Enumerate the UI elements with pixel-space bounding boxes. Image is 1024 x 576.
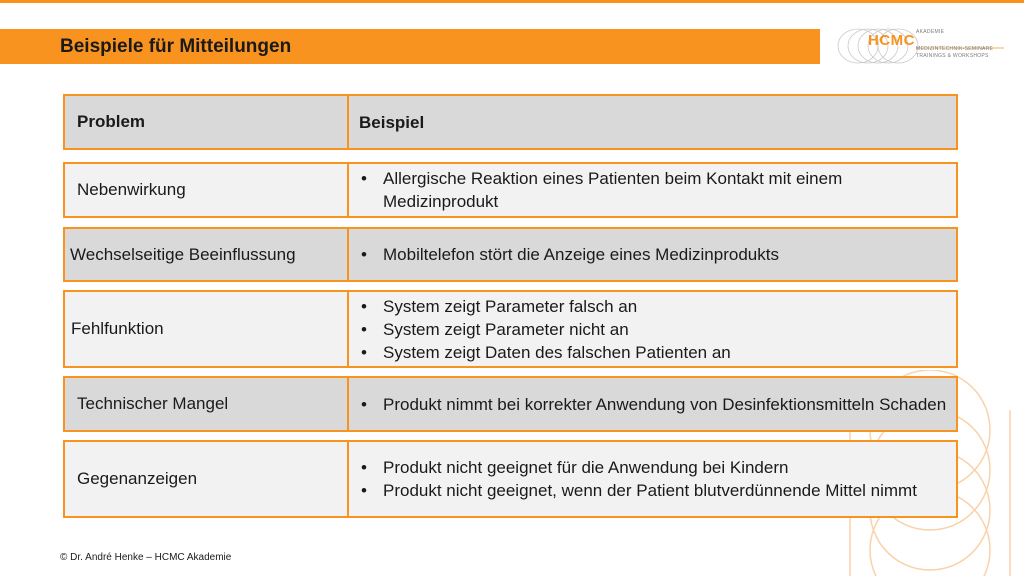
example-item: • Mobiltelefon stört die Anzeige eines Medizinprodukts xyxy=(361,245,779,264)
problem-cell: Technischer Mangel xyxy=(65,378,349,430)
example-cell xyxy=(349,164,956,216)
problem-cell: Fehlfunktion xyxy=(65,292,349,366)
example-cell xyxy=(349,378,956,430)
bullet-icon: • xyxy=(361,319,367,339)
logo-subtitle-trainings: TRAININGS & WORKSHOPS xyxy=(916,53,989,59)
example-item: • Produkt nimmt bei korrekter Anwendung von Desinfektionsmitteln Schaden xyxy=(361,394,947,414)
problem-cell: Gegenanzeigen xyxy=(65,442,349,516)
bullet-icon: • xyxy=(361,169,367,188)
top-accent-rule xyxy=(0,0,1024,3)
example-cell xyxy=(349,292,956,366)
table-header-row xyxy=(63,94,958,150)
table-row xyxy=(63,290,958,368)
example-item: • Allergische Reaktion eines Patienten beim Kontakt mit einem Medizinprodukt xyxy=(361,169,843,211)
example-cell xyxy=(349,229,956,280)
table-row xyxy=(63,376,958,432)
example-cell xyxy=(349,442,956,516)
table-row xyxy=(63,162,958,218)
table-row xyxy=(63,440,958,518)
table-row xyxy=(63,227,958,282)
problem-cell: Wechselseitige Beeinflussung xyxy=(65,229,349,280)
example-item: • System zeigt Daten des falschen Patienten an xyxy=(361,342,731,362)
footer-copyright: © Dr. André Henke – HCMC Akademie xyxy=(60,552,232,563)
example-item: • Produkt nicht geeignet, wenn der Patient blutverdünnende Mittel nimmt xyxy=(361,481,917,500)
header-example: Beispiel xyxy=(359,112,425,132)
bullet-icon: • xyxy=(361,245,367,264)
bullet-icon: • xyxy=(361,481,367,500)
bullet-icon: • xyxy=(361,342,367,362)
bullet-icon: • xyxy=(361,458,367,477)
logo-subtitle-seminare: MEDIZINTECHNIK-SEMINARE xyxy=(916,46,994,52)
bullet-icon: • xyxy=(361,296,367,316)
problem-cell: Nebenwirkung xyxy=(65,164,349,216)
example-item: • System zeigt Parameter falsch an xyxy=(361,296,638,316)
header-problem: Problem xyxy=(65,96,349,148)
example-item: • Produkt nicht geeignet für die Anwendung bei Kindern xyxy=(361,458,789,477)
logo-subtitle-akademie: AKADEMIE xyxy=(916,29,945,35)
example-item: • System zeigt Parameter nicht an xyxy=(361,319,629,339)
slide-title: Beispiele für Mitteilungen xyxy=(60,36,292,57)
bullet-icon: • xyxy=(361,394,367,414)
logo-wordmark: HCMC xyxy=(868,32,915,49)
